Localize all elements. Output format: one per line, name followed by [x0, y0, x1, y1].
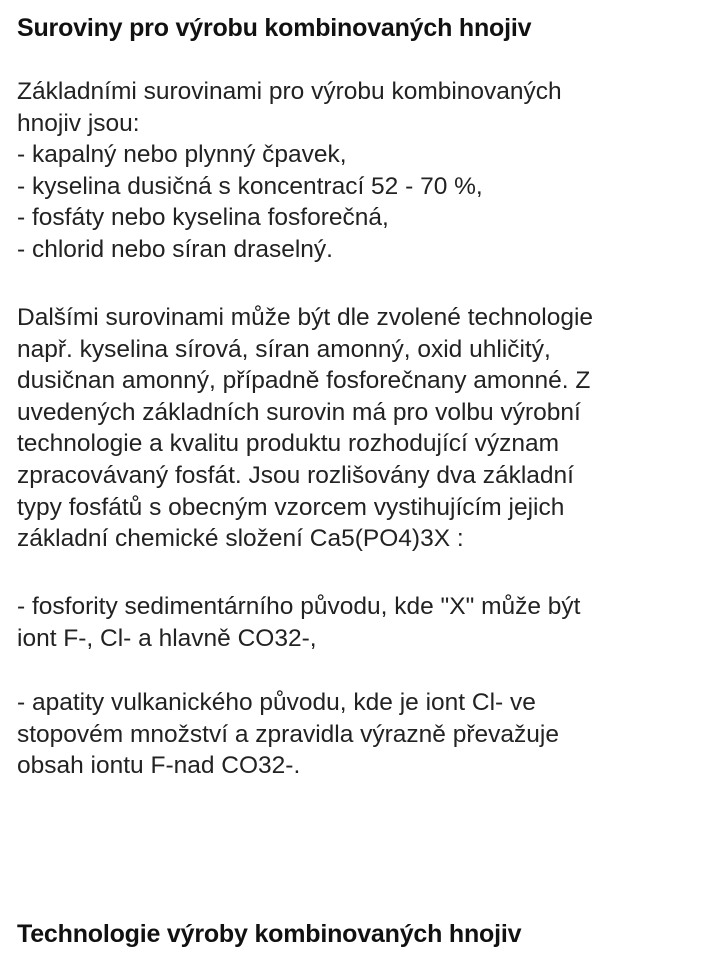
text-line: dusičnan amonný, případně fosforečnany amonné. Z	[17, 367, 591, 395]
text-line: zpracovávaný fosfát. Jsou rozlišovány dva základní	[17, 461, 574, 489]
text-line: uvedených základních surovin má pro volbu výrobní	[17, 398, 581, 426]
paragraph-phosphorites	[17, 591, 580, 654]
text-line: obsah iontu F-nad CO32-.	[17, 752, 301, 780]
list-item: - kapalný nebo plynný čpavek,	[17, 141, 347, 169]
paragraph-apatites	[17, 687, 559, 782]
text-line: typy fosfátů s obecným vzorcem vystihujícím jejich	[17, 493, 565, 521]
section-heading-technology: Technologie výroby kombinovaných hnojiv	[17, 920, 522, 948]
text-line: Dalšími surovinami může být dle zvolené technologie	[17, 304, 594, 331]
list-item: - apatity vulkanického původu, kde je iont Cl- ve	[17, 689, 536, 716]
text-line: základní chemické složení Ca5(PO4)3X :	[17, 525, 464, 553]
list-item: - fosfority sedimentárního původu, kde "X" může být	[17, 593, 581, 620]
text-line: např. kyselina sírová, síran amonný, oxid uhličitý,	[17, 335, 551, 363]
list-item: - chlorid nebo síran draselný.	[17, 235, 333, 263]
paragraph-basic-raw-materials	[17, 76, 562, 266]
text-line: iont F-, Cl- a hlavně CO32-,	[17, 624, 317, 652]
paragraph-additional-raw-materials	[17, 302, 593, 555]
text-line: Základními surovinami pro výrobu kombinovaných	[17, 78, 562, 105]
section-heading-raw-materials: Suroviny pro výrobu kombinovaných hnojiv	[17, 14, 532, 42]
text-line: hnojiv jsou:	[17, 109, 140, 137]
list-item: - kyselina dusičná s koncentrací 52 - 70 %,	[17, 172, 483, 200]
text-line: stopovém množství a zpravidla výrazně převažuje	[17, 720, 559, 748]
list-item: - fosfáty nebo kyselina fosforečná,	[17, 204, 389, 232]
text-line: technologie a kvalitu produktu rozhodující význam	[17, 430, 560, 458]
